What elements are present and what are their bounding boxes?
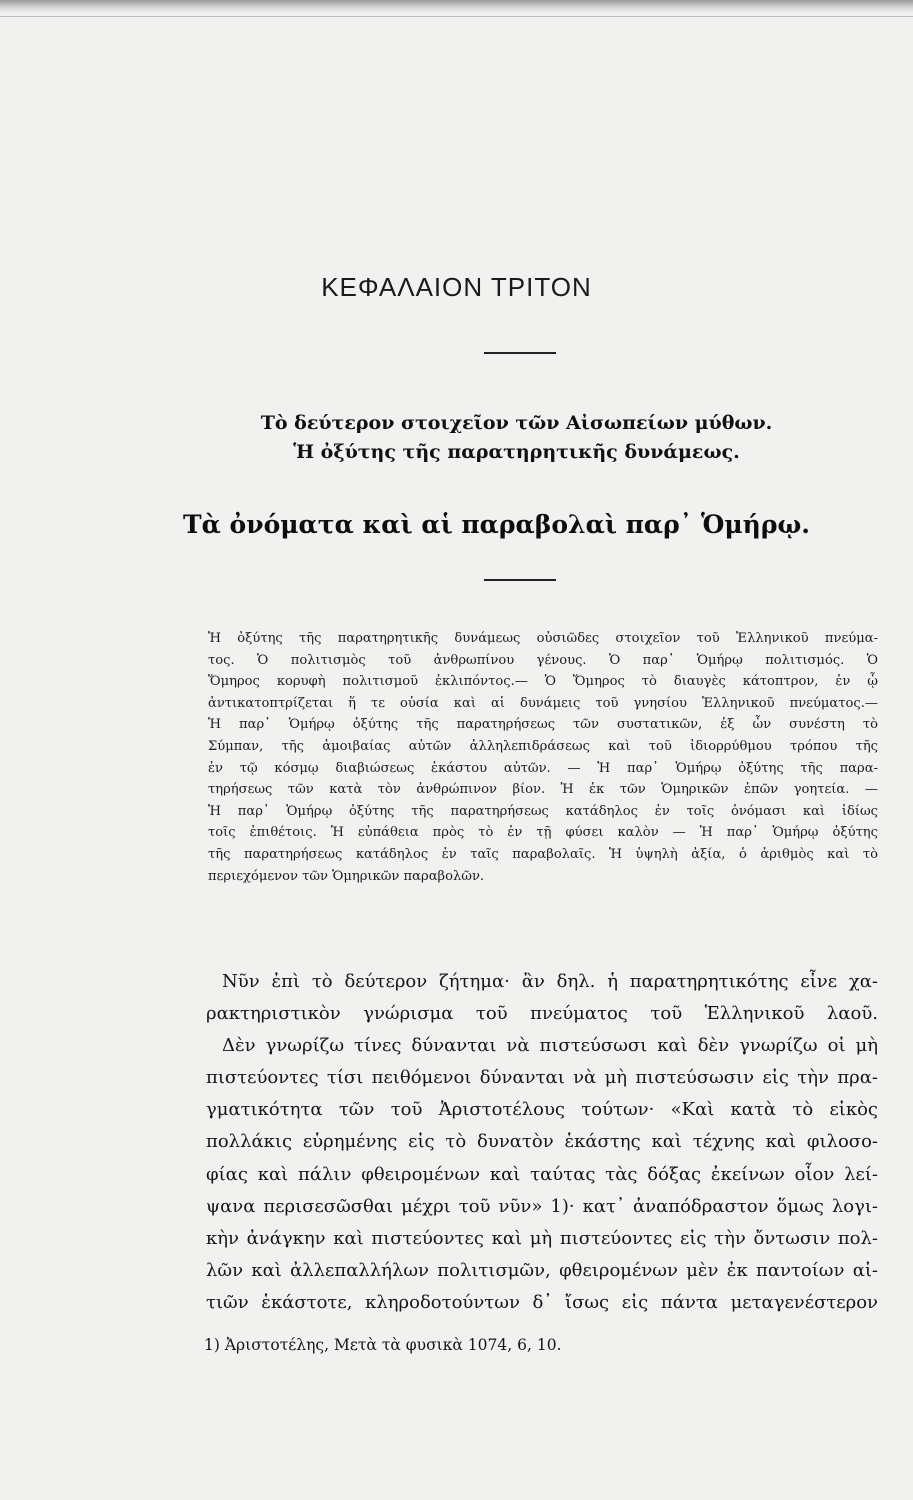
footnote: 1) Ἀριστοτέλης, Μετὰ τὰ φυσικὰ 1074, 6, 10. xyxy=(204,1336,562,1354)
summary-line: Ἡ παρ᾽ Ὁμήρῳ ὀξύτης τῆς παρατηρήσεως κατάδηλος ἐν τοῖς ὀνόμασι καὶ ἰδίως xyxy=(208,803,878,819)
summary-line: ἐν τῷ κόσμῳ διαβιώσεως ἑκάστου αὐτῶν. — Ἡ παρ᾽ Ὁμήρῳ ὀξύτης τῆς παρα- xyxy=(208,760,878,776)
summary-line: τος. Ὁ πολιτισμὸς τοῦ ἀνθρωπίνου γένους. Ὁ παρ᾽ Ὁμήρῳ πολιτισμός. Ὁ xyxy=(208,652,878,668)
body-line: Νῦν ἐπὶ τὸ δεύτερον ζήτημα· ἂν δηλ. ἡ παρατηρητικότης εἶνε χα- xyxy=(222,971,878,992)
body-line: τιῶν ἑκάστοτε, κληροδοτούντων δ᾽ ἴσως εἰς πάντα μεταγενέστερον xyxy=(206,1291,878,1313)
summary-line: ἀντικατοπτρίζεται ἥ τε οὐσία καὶ αἱ δυνάμεις τοῦ γνησίου Ἑλληνικοῦ πνεύματος.— xyxy=(208,695,878,711)
summary-line: Ἡ παρ᾽ Ὁμήρῳ ὀξύτης τῆς παρατηρήσεως τῶν συστατικῶν, ἐξ ὧν συνέστη τὸ xyxy=(208,717,878,733)
body-line: ψανα περισεσῶσθαι μέχρι τοῦ νῦν» 1)· κατ᾽ ἀναπόδραστον ὅμως λογι- xyxy=(206,1195,878,1217)
body-line: πιστεύοντες τίσι πειθόμενοι δύνανται νὰ μὴ πιστεύσωσιν εἰς τὴν πρα- xyxy=(206,1067,878,1089)
summary-line: Σύμπαν, τῆς ἀμοιβαίας αὐτῶν ἀλληλεπιδράσεως καὶ τοῦ ἰδιορρύθμου τρόπου τῆς xyxy=(208,738,878,754)
divider-rule xyxy=(484,352,556,354)
body-line: λῶν καὶ ἀλλεπαλλήλων πολιτισμῶν, φθειρομένων μὲν ἐκ παντοίων αἰ- xyxy=(206,1259,878,1281)
body-line: Δὲν γνωρίζω τίνες δύνανται νὰ πιστεύσωσι καὶ δὲν γνωρίζω οἱ μὴ xyxy=(222,1035,878,1057)
body-line: κὴν ἀνάγκην καὶ πιστεύοντες καὶ μὴ πιστεύοντες εἰς τὴν ὄντωσιν πολ- xyxy=(206,1227,878,1249)
body-line: ρακτηριστικὸν γνώρισμα τοῦ πνεύματος τοῦ Ἑλληνικοῦ λαοῦ. xyxy=(206,1003,878,1025)
subtitle-line-2: Ἡ ὀξύτης τῆς παρατηρητικῆς δυνάμεως. xyxy=(293,441,740,463)
summary-line: περιεχόμενον τῶν Ὁμηρικῶν παραβολῶν. xyxy=(208,868,485,884)
page-top-line xyxy=(0,16,913,17)
chapter-title: ΚΕΦΑΛΑΙΟΝ ΤΡΙΤΟΝ xyxy=(321,272,592,302)
page-top-edge xyxy=(0,0,913,14)
section-title: Τὰ ὀνόματα καὶ αἱ παραβολαὶ παρ᾽ Ὁμήρῳ. xyxy=(183,510,810,539)
subtitle-line-1: Τὸ δεύτερον στοιχεῖον τῶν Αἰσωπείων μύθων. xyxy=(260,412,773,434)
chapter-summary xyxy=(208,628,878,887)
body-line: φίας καὶ πάλιν φθειρομένων καὶ ταύτας τὰς δόξας ἐκείνων οἷον λεί- xyxy=(206,1163,878,1185)
summary-line: Ἡ ὀξύτης τῆς παρατηρητικῆς δυνάμεως οὐσιῶδες στοιχεῖον τοῦ Ἑλληνικοῦ πνεύμα- xyxy=(208,631,878,646)
body-line: πολλάκις εὑρημένης εἰς τὸ δυνατὸν ἑκάστης καὶ τέχνης καὶ φιλοσο- xyxy=(206,1131,878,1153)
body-line: γματικότητα τῶν τοῦ Ἀριστοτέλους τούτων· «Καὶ κατὰ τὸ εἰκὸς xyxy=(206,1099,878,1121)
summary-line: τηρήσεως τῶν κατὰ τὸν ἀνθρώπινον βίον. Ἡ ἐκ τῶν Ὁμηρικῶν ἐπῶν γοητεία. — xyxy=(208,782,878,798)
summary-line: τῆς παρατηρήσεως κατάδηλος ἐν ταῖς παραβολαῖς. Ἡ ὑψηλὴ ἀξία, ὁ ἀριθμὸς καὶ τὸ xyxy=(208,846,878,862)
body-text xyxy=(206,966,878,1319)
summary-line: τοῖς ἐπιθέτοις. Ἡ εὐπάθεια πρὸς τὸ ἐν τῇ φύσει καλὸν — Ἡ παρ᾽ Ὁμήρῳ ὀξύτης xyxy=(208,825,878,841)
divider-rule xyxy=(484,579,556,581)
summary-line: Ὅμηρος κορυφὴ πολιτισμοῦ ἐκλιπόντος.— Ὁ Ὅμηρος τὸ διαυγὲς κάτοπτρον, ἐν ᾧ xyxy=(208,674,878,690)
